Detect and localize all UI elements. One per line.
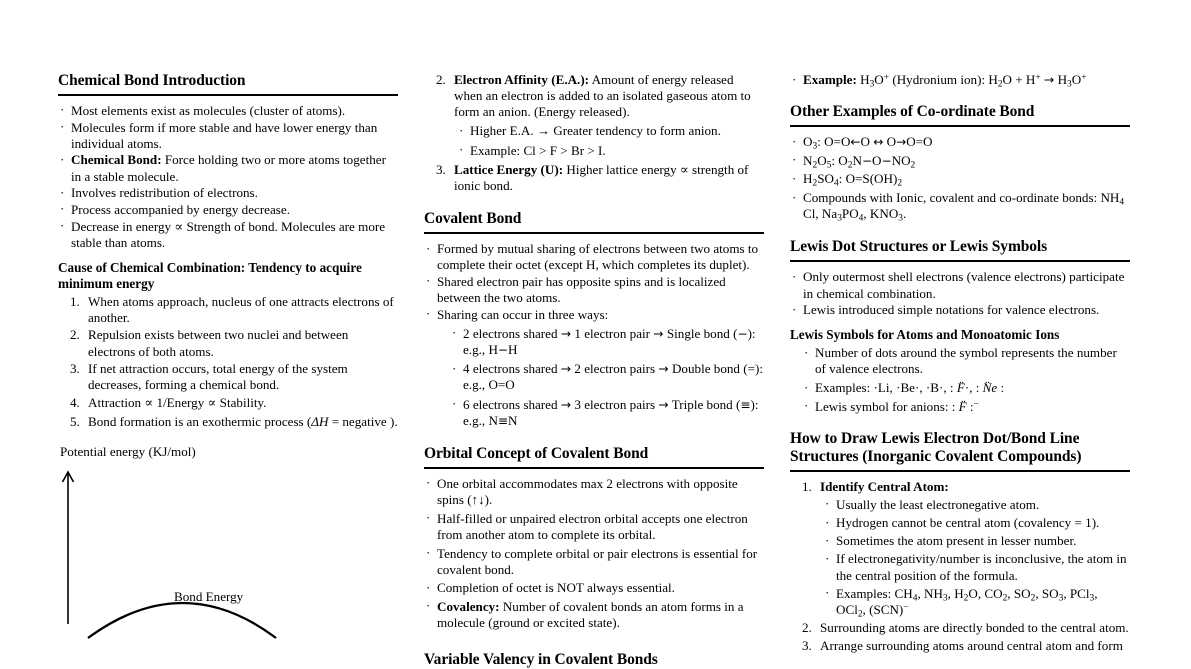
list-item — [824, 497, 1130, 513]
list-item-text: Usually the least electronegative atom. — [836, 496, 1040, 512]
list-item — [824, 586, 1130, 618]
list-item — [58, 414, 398, 430]
list-item-text: Number of dots around the symbol represents the number of valence electrons. — [815, 345, 1117, 377]
list-item-text: Example: Cl > F > Br > I. — [470, 142, 606, 158]
list-item — [424, 241, 764, 273]
cause-numbered-list — [58, 294, 398, 431]
delta-h-symbol: ΔH — [311, 414, 329, 430]
list-item — [58, 219, 398, 251]
column-two — [424, 72, 764, 669]
list-item-text: If electronegativity/number is inconclusive, the atom in the central position of the formula. — [836, 551, 1127, 583]
list-item — [790, 171, 1130, 187]
bullet-dot: · — [459, 122, 464, 138]
list-item-text: Most elements exist as molecules (cluster of atoms). — [71, 102, 346, 118]
list-item — [790, 72, 1130, 88]
bullet-dot: · — [459, 142, 464, 158]
list-number: 3. — [70, 361, 80, 377]
list-item — [58, 152, 398, 184]
list-item-text: Examples: ·Li, ·Be·, ·B·, : F̈·, : N̈e : — [815, 380, 1005, 396]
hydronium-example-list — [790, 72, 1130, 88]
bullet-dot: · — [60, 151, 65, 167]
list-item-text: Shared electron pair has opposite spins and is localized between the two atoms. — [437, 273, 726, 306]
list-item — [458, 143, 764, 159]
list-item — [58, 395, 398, 411]
list-item — [790, 153, 1130, 169]
list-item-text: $H_2SO_4$: $O=S(OH)_2$ — [803, 171, 903, 189]
list-item — [790, 190, 1130, 222]
covalent-bond-list — [424, 241, 764, 429]
list-item-text: 4 electrons shared → 2 electron pairs → Double bond (=): e.g., O=O — [463, 361, 763, 393]
list-number: 1. — [802, 478, 812, 494]
list-item — [58, 202, 398, 218]
list-item-text: Arrange surrounding atoms around central atom and form — [820, 637, 1123, 653]
list-item-text: Repulsion exists between two nuclei and between electrons of both atoms. — [88, 327, 349, 359]
subheading-cause-of-chemical-combination: Cause of Chemical Combination: Tendency to acquire minimum energy — [58, 259, 362, 291]
heading-rule — [790, 260, 1130, 262]
list-item — [58, 327, 398, 359]
list-item-text: Half-filled or unpaired electron orbital accepts one electron from another atom to complete its orbital. — [437, 510, 748, 542]
list-item-text: Higher E.A. → Greater tendency to form anion. — [470, 123, 721, 139]
list-item-text: Molecules form if more stable and have lower energy than individual atoms. — [71, 119, 378, 151]
bullet-dot: · — [804, 379, 809, 395]
list-item — [802, 380, 1130, 396]
lewis-symbols-list — [790, 345, 1130, 415]
term-label: Covalency: — [437, 598, 500, 614]
heading-rule — [424, 232, 764, 234]
list-item-text: Sometimes the atom present in lesser number. — [836, 533, 1077, 549]
list-item-text: Sharing can occur in three ways: — [437, 306, 609, 322]
lewis-intro-list — [790, 269, 1130, 318]
list-item — [824, 533, 1130, 549]
list-item — [790, 638, 1130, 654]
bullet-dot: · — [426, 475, 431, 491]
list-item — [424, 511, 764, 543]
bullet-dot: · — [825, 532, 830, 548]
bullet-dot: · — [804, 398, 809, 414]
term-label: Chemical Bond: — [71, 152, 162, 168]
list-item-text: Formed by mutual sharing of electrons between two atoms to complete their octet (except H, which completes its duplet). — [437, 241, 759, 273]
bullet-dot: · — [792, 189, 797, 205]
list-item-text: Tendency to complete orbital or pair electrons is essential for covalent bond. — [437, 545, 758, 577]
list-item — [458, 123, 764, 139]
section-heading-variable-valency: Variable Valency in Covalent Bonds — [424, 651, 658, 669]
bullet-dot: · — [792, 170, 797, 186]
list-item-text: Surrounding atoms are directly bonded to the central atom. — [820, 620, 1129, 636]
list-item — [824, 551, 1130, 583]
list-item — [424, 72, 764, 159]
list-item-text: Hydrogen cannot be central atom (covalency = 1). — [836, 515, 1100, 531]
list-item — [424, 580, 764, 596]
list-item-text: Lewis symbol for anions: : F̈ :− — [815, 398, 979, 414]
list-item-text: Higher lattice energy ∝ strength of ionic bond. — [454, 161, 749, 193]
term-label: Lattice Energy (U): — [454, 161, 564, 177]
section-heading-orbital-concept: Orbital Concept of Covalent Bond — [424, 444, 649, 462]
bullet-dot: · — [792, 268, 797, 284]
bullet-dot: · — [825, 514, 830, 530]
bullet-dot: · — [60, 119, 65, 135]
sub-list — [820, 497, 1130, 618]
bullet-dot: · — [426, 306, 431, 322]
list-item — [424, 162, 764, 194]
bullet-dot: · — [792, 301, 797, 317]
bond-energy-curve — [88, 603, 276, 638]
list-item-text: Bond formation is an exothermic process (ΔH = negative ). — [88, 414, 398, 430]
list-item-text: Only outermost shell electrons (valence electrons) participate in chemical combination. — [803, 269, 1125, 301]
bullet-dot: · — [804, 344, 809, 360]
list-item — [802, 345, 1130, 377]
section-heading-how-to-draw-lewis: How to Draw Lewis Electron Dot/Bond Line Structures (Inorganic Covalent Compounds) — [790, 429, 1082, 465]
bullet-dot: · — [426, 545, 431, 561]
bullet-dot: · — [452, 360, 457, 376]
list-item-text: Process accompanied by energy decrease. — [71, 201, 290, 217]
list-item-text: Compounds with Ionic, covalent and co-ordinate bonds: $NH_4$ Cl, $Na_3PO_4$, $KNO_3$. — [803, 190, 1125, 224]
list-item — [58, 120, 398, 152]
list-item-text: Completion of octet is NOT always essential. — [437, 580, 675, 596]
bullet-dot: · — [426, 579, 431, 595]
bullet-dot: · — [426, 273, 431, 289]
list-number: 2. — [802, 620, 812, 636]
list-item — [790, 269, 1130, 301]
list-number: 4. — [70, 395, 80, 410]
list-item — [58, 361, 398, 393]
bullet-dot: · — [452, 325, 457, 341]
column-one — [58, 72, 398, 626]
list-item — [824, 515, 1130, 531]
sub-list — [454, 123, 764, 158]
list-item — [424, 307, 764, 429]
list-item-text: Amount of energy released when an electron is added to an isolated gaseous atom to form an anion. (Energy released). — [454, 72, 751, 120]
ionic-bond-factors-continued — [424, 72, 764, 194]
heading-rule — [58, 94, 398, 96]
list-number: 5. — [70, 414, 80, 430]
column-three — [790, 71, 1130, 653]
bullet-dot: · — [60, 102, 65, 118]
list-item — [424, 599, 764, 631]
heading-rule — [790, 470, 1130, 472]
list-number: 1. — [70, 293, 80, 309]
list-item-text: Involves redistribution of electrons. — [71, 185, 258, 201]
list-item — [790, 134, 1130, 150]
list-item-text: If net attraction occurs, total energy of the system decreases, forming a chemical bond. — [88, 361, 348, 393]
term-label: Identify Central Atom: — [820, 478, 949, 494]
bullet-dot: · — [792, 71, 797, 87]
bullet-dot: · — [60, 201, 65, 217]
list-item-text: 2 electrons shared → 1 electron pair → Single bond (−): e.g., H−H — [463, 325, 756, 358]
bullet-dot: · — [426, 598, 431, 614]
section-heading-chemical-bond-introduction: Chemical Bond Introduction — [58, 72, 246, 89]
list-item — [802, 399, 1130, 415]
sharing-ways-list — [437, 326, 764, 429]
chemical-bond-intro-list — [58, 103, 398, 251]
list-item — [424, 274, 764, 306]
list-item-text: 6 electrons shared → 3 electron pairs → Triple bond (≡): e.g., N≡N — [463, 396, 759, 428]
bullet-dot: · — [426, 240, 431, 256]
section-heading-other-examples-coordinate-bond: Other Examples of Co-ordinate Bond — [790, 103, 1035, 121]
list-item — [451, 326, 764, 358]
bullet-dot: · — [792, 133, 797, 149]
list-number: 3. — [436, 161, 446, 177]
how-to-draw-steps — [790, 479, 1130, 654]
list-item-text: Decrease in energy ∝ Strength of bond. Molecules are more stable than atoms. — [71, 218, 386, 250]
bullet-dot: · — [60, 218, 65, 234]
list-number: 2. — [436, 72, 446, 87]
list-item — [790, 302, 1130, 318]
list-item — [424, 546, 764, 578]
heading-rule — [790, 125, 1130, 127]
heading-rule — [424, 467, 764, 469]
list-item-text: $N_2O_5$: $O_2N-O-NO_2$ — [803, 152, 916, 171]
bullet-dot: · — [792, 152, 797, 168]
list-item — [58, 185, 398, 201]
list-item — [58, 294, 398, 326]
term-label: Example: — [803, 72, 857, 87]
list-item — [451, 361, 764, 393]
list-item — [790, 479, 1130, 618]
bullet-dot: · — [825, 496, 830, 512]
potential-energy-diagram — [58, 444, 398, 624]
term-label: Electron Affinity (E.A.): — [454, 72, 590, 87]
list-item — [424, 476, 764, 508]
list-item — [451, 397, 764, 429]
list-item-text: Lewis introduced simple notations for valence electrons. — [803, 302, 1100, 318]
bullet-dot: · — [825, 585, 830, 601]
list-item-text: $O_3$: O=O←O ↔ O→O=O — [803, 134, 933, 152]
section-heading-covalent-bond: Covalent Bond — [424, 210, 522, 228]
list-item-text: Number of covalent bonds an atom forms in a molecule (ground or excited state). — [437, 598, 744, 631]
graph-curve-label: Bond Energy — [174, 589, 244, 605]
list-item-text: One orbital accommodates max 2 electrons with opposite spins (↑↓). — [437, 475, 738, 508]
list-item-text: Attraction ∝ 1/Energy ∝ Stability. — [88, 395, 267, 410]
subheading-lewis-symbols-atoms-ions: Lewis Symbols for Atoms and Monoatomic Ions — [790, 327, 1060, 343]
orbital-concept-list — [424, 476, 764, 631]
coordinate-bond-examples-list — [790, 134, 1130, 222]
list-item — [58, 103, 398, 119]
list-item-text: When atoms approach, nucleus of one attracts electrons of another. — [88, 293, 394, 325]
list-item-text: $H_3O^+$ (Hydronium ion): $H_2O + H^+ \to H_3O^+$ — [856, 72, 1087, 90]
list-item — [790, 620, 1130, 636]
bullet-dot: · — [426, 510, 431, 526]
section-heading-lewis-dot-structures: Lewis Dot Structures or Lewis Symbols — [790, 238, 1048, 256]
graph-y-axis-label: Potential energy (KJ/mol) — [60, 444, 196, 460]
list-number: 2. — [70, 327, 80, 343]
list-number: 3. — [802, 637, 812, 653]
bullet-dot: · — [452, 396, 457, 412]
bullet-dot: · — [825, 550, 830, 566]
list-item-text: Examples: $CH_4$, $NH_3$, $H_2O$, $CO_2$, $SO_2$, $SO_3$, PCl$_3$, OCl$_2$, (SCN)− — [836, 585, 1098, 620]
list-item-text: Force holding two or more atoms together in a stable molecule. — [71, 152, 386, 184]
bullet-dot: · — [60, 184, 65, 200]
